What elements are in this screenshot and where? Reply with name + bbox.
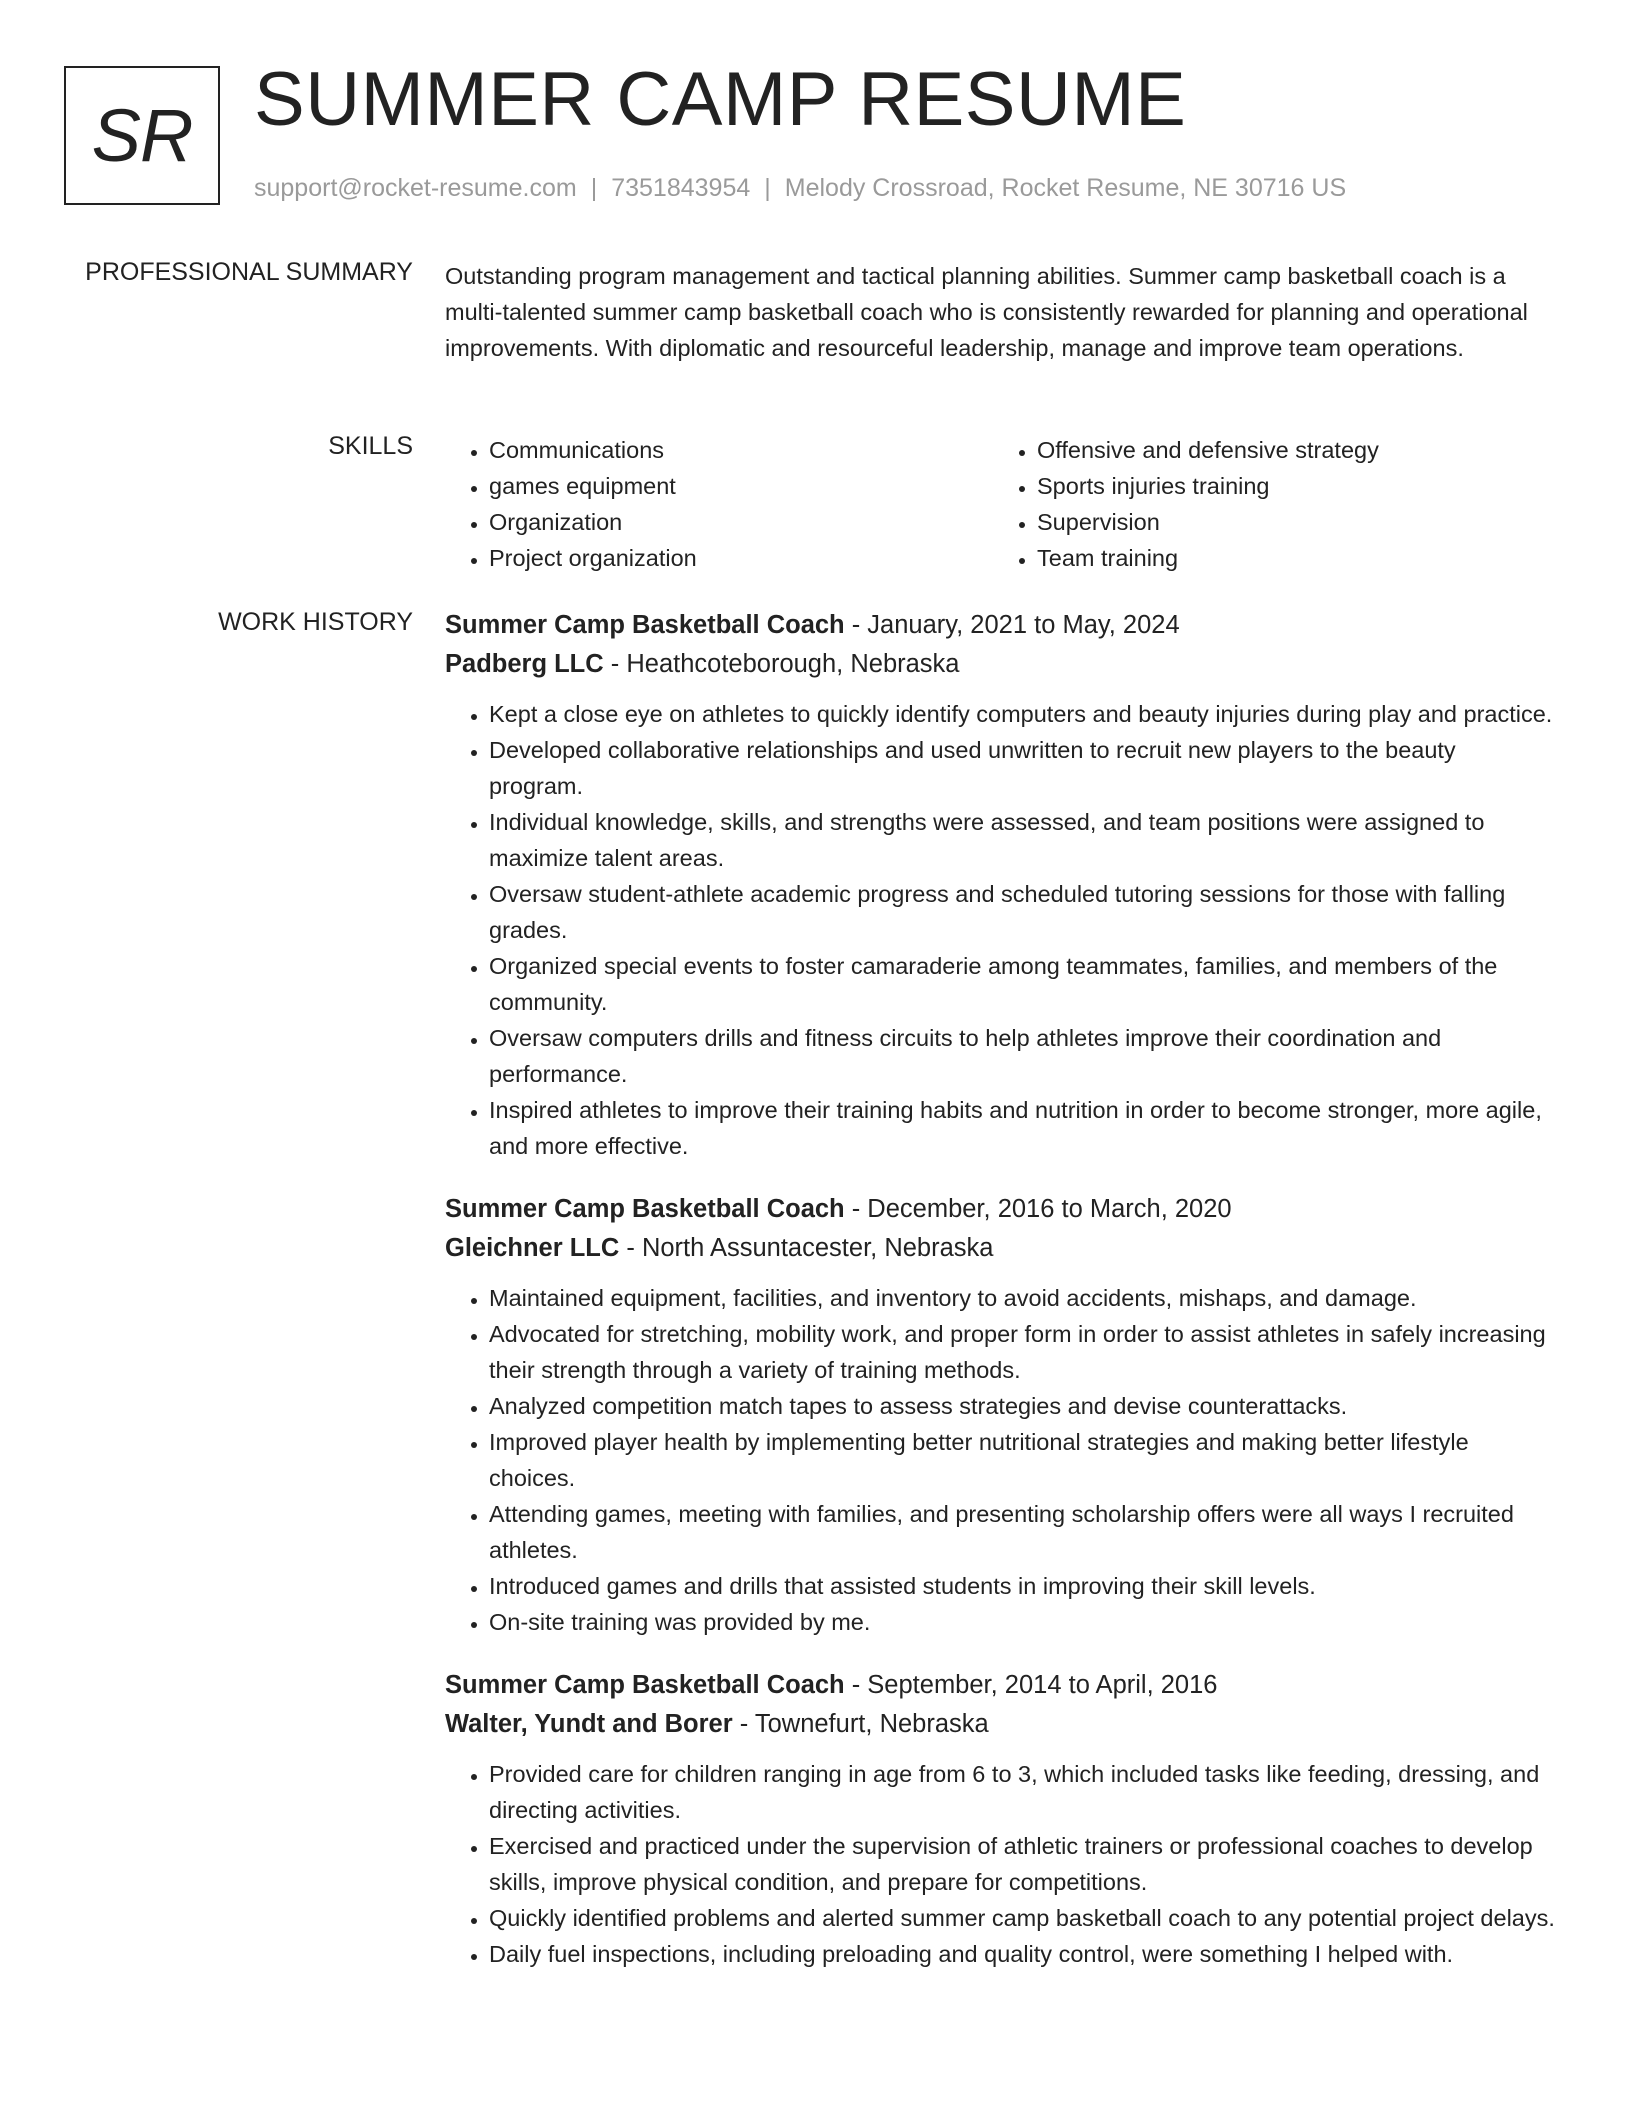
job-title-line	[445, 1666, 1555, 1705]
work-label: WORK HISTORY	[218, 608, 413, 636]
job-title-line	[445, 606, 1555, 645]
work-body	[445, 606, 1555, 1998]
job-title: Summer Camp Basketball Coach	[445, 611, 845, 639]
job-bullet: • Oversaw computers drills and fitness circuits to help athletes improve their coordination and performance.	[489, 1020, 1555, 1092]
job-bullet: • Inspired athletes to improve their training habits and nutrition in order to become stronger, more agile, and more effective.	[489, 1092, 1555, 1164]
job-dates: - September, 2014 to April, 2016	[844, 1671, 1218, 1699]
skill-item: • Offensive and defensive strategy	[1037, 432, 1541, 468]
job-dates: - December, 2016 to March, 2020	[844, 1195, 1232, 1223]
skill-item: • games equipment	[489, 468, 993, 504]
job-bullet: • Organized special events to foster camaraderie among teammates, families, and members of the community.	[489, 948, 1555, 1020]
skills-body	[445, 432, 1555, 576]
contact-separator: |	[764, 174, 771, 202]
job-bullets	[445, 696, 1555, 1164]
contact-line	[254, 174, 1346, 203]
contact-phone: 7351843954	[611, 174, 751, 202]
job-bullet: • Improved player health by implementing better nutritional strategies and making better lifestyle choices.	[489, 1424, 1555, 1496]
contact-address: Melody Crossroad, Rocket Resume, NE 30716 US	[784, 174, 1347, 202]
job-title: Summer Camp Basketball Coach	[445, 1671, 845, 1699]
skill-item: • Supervision	[1037, 504, 1541, 540]
skill-item: • Team training	[1037, 540, 1541, 576]
job-company-line	[445, 1229, 1555, 1268]
skill-item: • Project organization	[489, 540, 993, 576]
skills-list-left	[445, 432, 993, 576]
job-bullet: • Exercised and practiced under the supervision of athletic trainers or professional coaches to develop skills, improve physical condition, and prepare for competitions.	[489, 1828, 1555, 1900]
resume-title: SUMMER CAMP RESUME	[254, 57, 1187, 142]
job-bullet: • Kept a close eye on athletes to quickly identify computers and beauty injuries during play and practice.	[489, 696, 1555, 732]
job-bullet: • Provided care for children ranging in age from 6 to 3, which included tasks like feeding, dressing, and directing activities.	[489, 1756, 1555, 1828]
job-location: - Townefurt, Nebraska	[732, 1710, 989, 1738]
job-bullets	[445, 1756, 1555, 1972]
job-location: - North Assuntacester, Nebraska	[619, 1234, 994, 1262]
skills-label: SKILLS	[328, 432, 413, 460]
job-bullet: • Oversaw student-athlete academic progress and scheduled tutoring sessions for those with falling grades.	[489, 876, 1555, 948]
job-bullet: • Quickly identified problems and alerted summer camp basketball coach to any potential project delays.	[489, 1900, 1555, 1936]
job-company: Gleichner LLC	[445, 1234, 620, 1262]
job-company: Walter, Yundt and Borer	[445, 1710, 733, 1738]
skills-list-right	[993, 432, 1541, 576]
job-dates: - January, 2021 to May, 2024	[844, 611, 1180, 639]
job-bullet: • Analyzed competition match tapes to assess strategies and devise counterattacks.	[489, 1388, 1555, 1424]
summary-text: Outstanding program management and tactical planning abilities. Summer camp basketball coach is a multi-talented summer camp basketball coach who is consistently rewarded for planning and operational improvements. With diplomatic and resourceful leadership, manage and improve team operations.	[445, 263, 1528, 361]
job-company-line	[445, 1705, 1555, 1744]
job-bullet: • Developed collaborative relationships and used unwritten to recruit new players to the beauty program.	[489, 732, 1555, 804]
skill-item: • Sports injuries training	[1037, 468, 1541, 504]
contact-email: support@rocket-resume.com	[254, 174, 577, 202]
summary-body	[445, 258, 1555, 366]
summary-label: PROFESSIONAL SUMMARY	[85, 258, 413, 286]
job-bullet: • Introduced games and drills that assisted students in improving their skill levels.	[489, 1568, 1555, 1604]
job-bullet: • Advocated for stretching, mobility work, and proper form in order to assist athletes in safely increasing their strength through a variety of training methods.	[489, 1316, 1555, 1388]
job-bullet: • Individual knowledge, skills, and strengths were assessed, and team positions were assigned to maximize talent areas.	[489, 804, 1555, 876]
job-bullet: • On-site training was provided by me.	[489, 1604, 1555, 1640]
job-entry	[445, 1190, 1555, 1640]
skills-columns	[445, 432, 1555, 576]
job-bullet: • Maintained equipment, facilities, and inventory to avoid accidents, mishaps, and damage.	[489, 1280, 1555, 1316]
skill-item: • Organization	[489, 504, 993, 540]
job-entry	[445, 1666, 1555, 1972]
contact-separator: |	[590, 174, 598, 202]
job-company-line	[445, 645, 1555, 684]
monogram-badge: SR	[64, 66, 220, 205]
job-company: Padberg LLC	[445, 650, 604, 678]
job-entry	[445, 606, 1555, 1164]
skill-item: • Communications	[489, 432, 993, 468]
job-bullet: • Daily fuel inspections, including preloading and quality control, were something I helped with.	[489, 1936, 1555, 1972]
job-title-line	[445, 1190, 1555, 1229]
job-bullets	[445, 1280, 1555, 1640]
job-bullet: • Attending games, meeting with families, and presenting scholarship offers were all ways I recruited athletes.	[489, 1496, 1555, 1568]
job-title: Summer Camp Basketball Coach	[445, 1195, 845, 1223]
job-location: - Heathcoteborough, Nebraska	[603, 650, 960, 678]
